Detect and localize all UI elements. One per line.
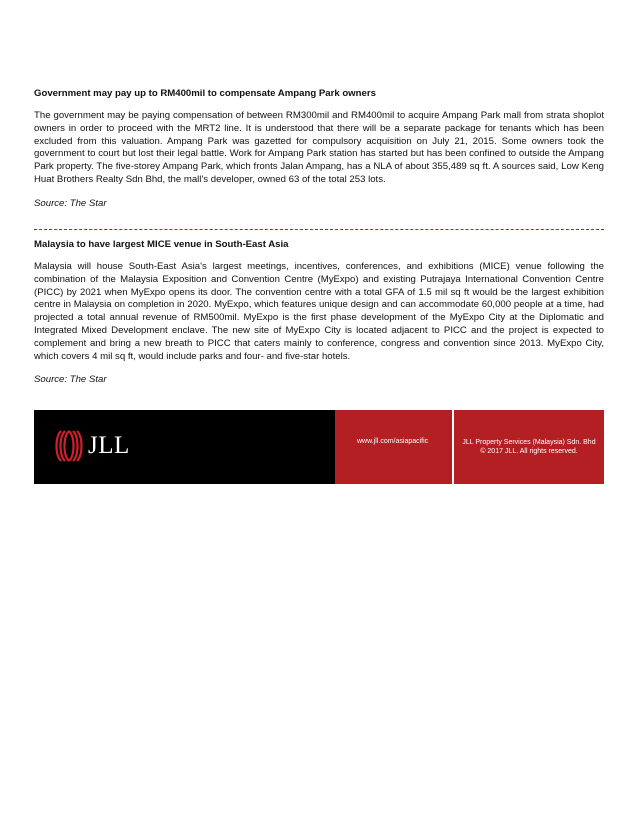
article-headline: Malaysia to have largest MICE venue in South-East Asia: [34, 239, 289, 250]
article-source: Source: The Star: [34, 197, 107, 209]
article-headline: Government may pay up to RM400mil to compensate Ampang Park owners: [34, 88, 376, 99]
article-divider: [34, 229, 604, 230]
footer-banner: [34, 410, 604, 484]
footer-brand-panel: [34, 410, 335, 484]
jll-logo-icon: [54, 428, 84, 464]
website-link[interactable]: www.jll.com/asiapacific: [357, 438, 429, 445]
footer-company-panel: [454, 410, 604, 484]
article-source: Source: The Star: [34, 374, 107, 386]
jll-logo: [54, 428, 130, 464]
company-name: JLL Property Services (Malaysia) Sdn. Bhd: [462, 439, 596, 446]
footer-website-panel: [335, 410, 452, 484]
article-mice-venue: [34, 238, 604, 386]
copyright-notice: © 2017 JLL. All rights reserved.: [480, 448, 578, 455]
article-ampang-park: [34, 87, 604, 210]
article-body: The government may be paying compensation of between RM300mil and RM400mil to acquire Ampang Park mall from strata shoplot owners in order to proceed with the MRT2 line. It is understood that there will be a separate package for tenants which has been excluded from this valuation. Ampang Park was gazetted for compulsory acquisition on July 21, 2015. Some owners took the government to court but lost their legal battle. Work for Ampang Park station has started but has been confined to outside the Ampang Park property. The five-storey Ampang Park, which fronts Jalan Ampang, has a NLA of about 355,489 sq ft. A sources said, Low Keng Huat Brothers Realty Sdn Bhd, the mall's developer, owned 63 of the total 253 lots.: [34, 110, 604, 185]
article-body: Malaysia will house South-East Asia's largest meetings, incentives, conferences, and exhibitions (MICE) venue following the combination of the Malaysia Exposition and Convention Centre (MyExpo) and existing Putrajaya International Convention Centre (PICC) by 2021 when MyExpo opens its door. The convention centre with a total GFA of 1.5 mil sq ft would be the largest exhibition centre in Malaysia on completion in 2020. MyExpo, which features unique design and can accommodate 60,000 people at a time, had projected a total annual revenue of RM500mil. MyExpo is the first phase development of the MyExpo City at the Diplomatic and Integrated Mixed Development enclave. The new site of MyExpo City is located adjacent to PICC and the project is expected to complement and bring a new breath to PICC that caters mainly to conference, congress and convention since 2013. MyExpo City, which covers 4 mil sq ft, would include parks and four- and five-star hotels.: [34, 261, 604, 362]
jll-logo-text: JLL: [88, 432, 130, 459]
